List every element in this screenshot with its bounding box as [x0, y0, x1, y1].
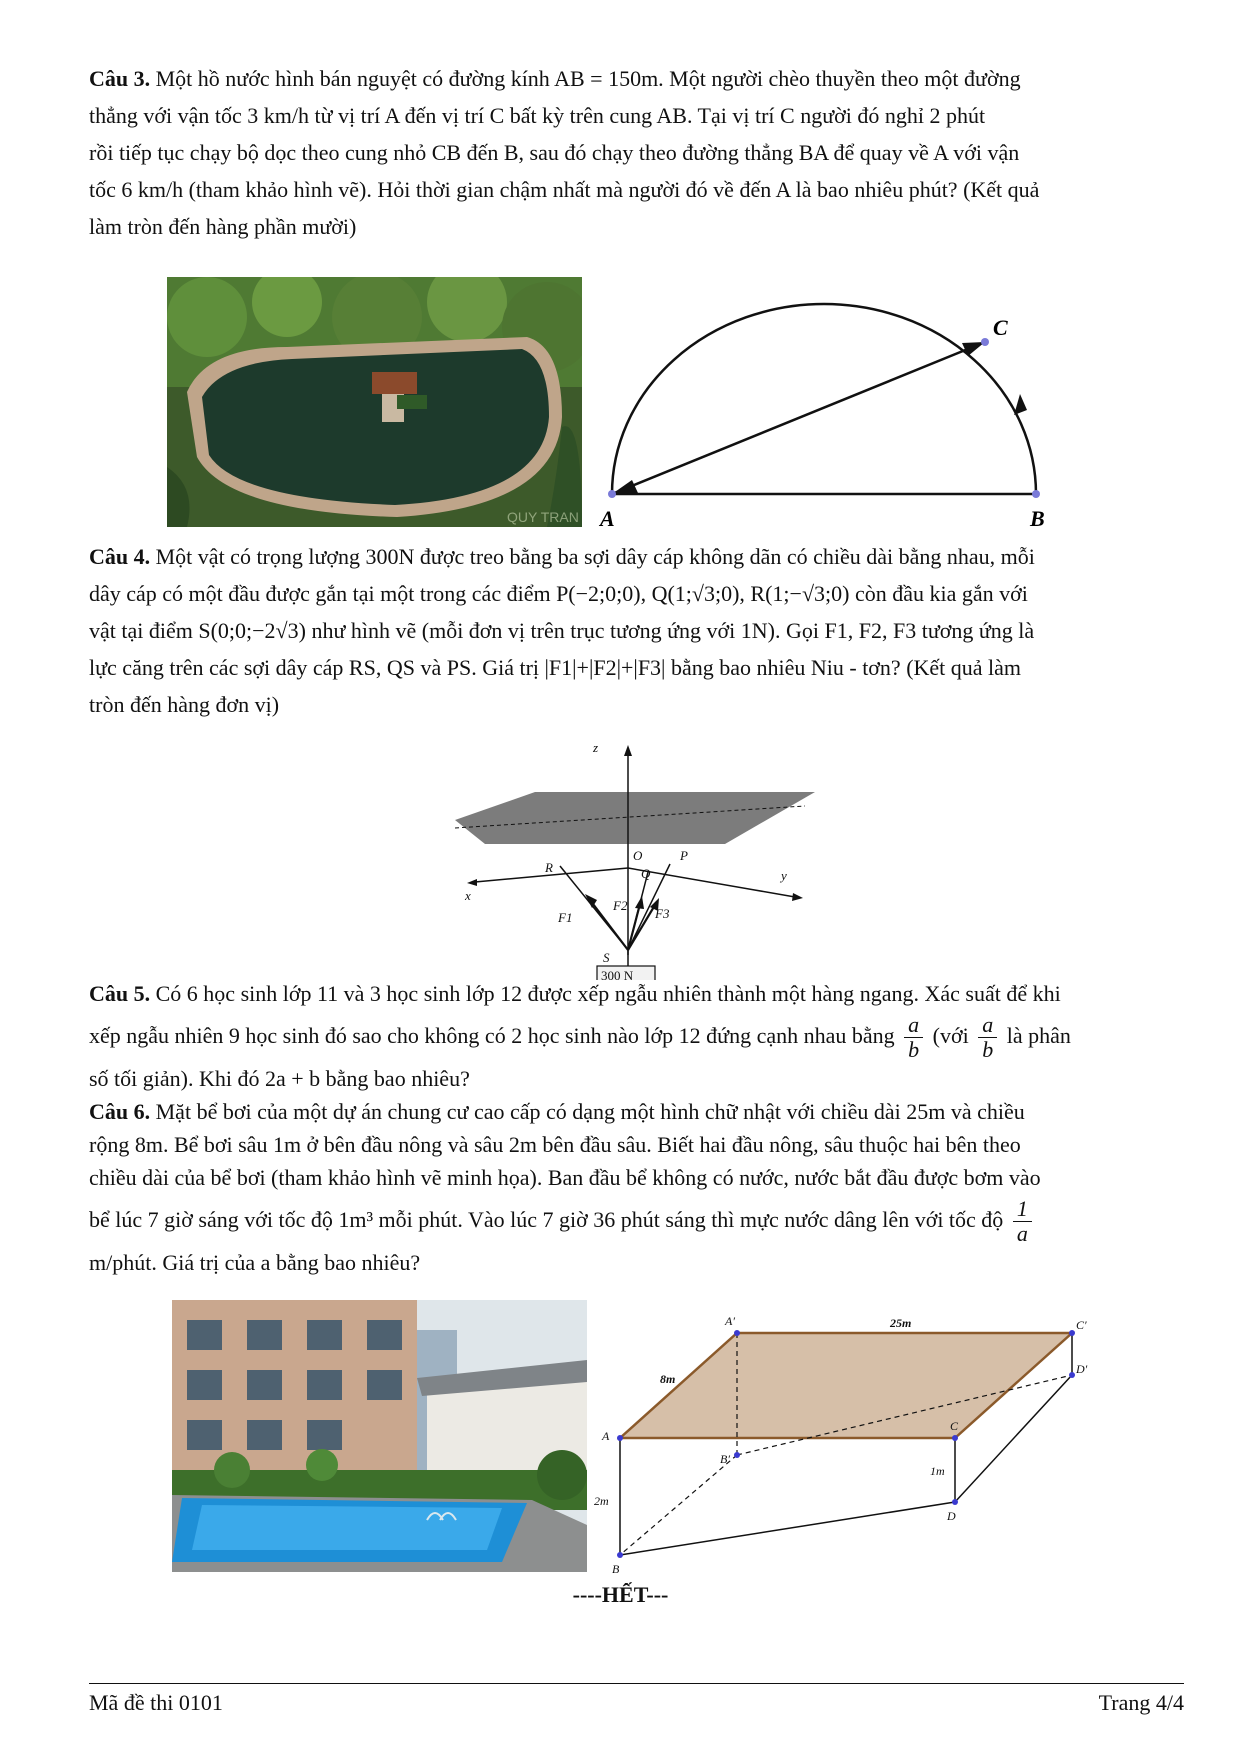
label-f3: F3 — [655, 906, 670, 921]
page-number: Trang 4/4 — [1098, 1690, 1184, 1715]
q6-line1: Câu 6. Mặt bể bơi của một dự án chung cư cao cấp có dạng một hình chữ nhật với chiều dài 25m và chiều — [89, 1099, 1025, 1124]
fraction-1-a: $\frac{1}{a}$ — [1013, 1197, 1032, 1246]
label-q: Q — [641, 866, 651, 881]
force-diagram — [445, 740, 825, 980]
label-b: B — [612, 1562, 620, 1576]
label-r: R — [545, 860, 553, 875]
label-d-prime: D′ — [1076, 1362, 1088, 1376]
label-o: O — [633, 848, 643, 863]
end-marker: ----HẾT--- — [572, 1582, 669, 1607]
pool-diagram — [590, 1305, 1090, 1585]
fraction-a-b-2: $\frac{a}{b}$ — [978, 1013, 997, 1062]
q6-line5: m/phút. Giá trị của a bằng bao nhiêu? — [89, 1250, 421, 1275]
label-a: A — [602, 1429, 610, 1443]
pool-photo — [172, 1300, 587, 1572]
label-f2: F2 — [613, 898, 628, 913]
label-f1: F1 — [558, 910, 573, 925]
q6-line3: chiều dài của bể bơi (tham khảo hình vẽ minh họa). Ban đầu bể không có nước, nước bắt đầu được bơm vào — [89, 1165, 1041, 1190]
y-axis — [628, 868, 795, 897]
watermark: QUY TRAN — [507, 509, 579, 525]
q4-line5: tròn đến hàng đơn vị) — [89, 692, 280, 717]
label-c: C — [993, 315, 1008, 340]
label-depth-2: 2m — [594, 1494, 609, 1508]
q3-line4: tốc 6 km/h (tham khảo hình vẽ). Hỏi thời gian chậm nhất mà người đó về đến A là bao nhiêu phút? (Kết quả — [89, 177, 1040, 202]
label-s: S — [603, 950, 610, 965]
q4-line2: dây cáp có một đầu được gắn tại một trong các điểm P(−2;0;0), Q(1;√3;0), R(1;−√3;0) còn đầu kia gắn với — [89, 581, 1028, 606]
lake-photo — [167, 277, 582, 527]
exam-code: Mã đề thi 0101 — [89, 1690, 223, 1715]
label-width: 8m — [660, 1372, 676, 1386]
q6-line4: bể lúc 7 giờ sáng với tốc độ 1m³ mỗi phút. Vào lúc 7 giờ 36 phút sáng thì mực nước dâng lên với tốc độ $\frac{1}{a}$ — [89, 1194, 1184, 1246]
label-p: P — [680, 848, 688, 863]
q3-line2: thẳng với vận tốc 3 km/h từ vị trí A đến vị trí C bất kỳ trên cung AB. Tại vị trí C người đó nghỉ 2 phút — [89, 103, 986, 128]
label-c: C — [950, 1419, 959, 1433]
question-3 — [89, 60, 1184, 245]
footer-divider — [89, 1683, 1184, 1684]
q5-line2: xếp ngẫu nhiên 9 học sinh đó sao cho không có 2 học sinh nào lớp 12 đứng cạnh nhau bằng $\frac{a}{b}$ (với $\frac{a}{b}$ là phân — [89, 1012, 1071, 1063]
q6-line2: rộng 8m. Bể bơi sâu 1m ở bên đầu nông và sâu 2m bên đầu sâu. Biết hai đầu nông, sâu thuộc hai bên theo — [89, 1132, 1021, 1157]
label-depth-1: 1m — [930, 1464, 945, 1478]
label-d: D — [947, 1509, 956, 1523]
q4-line3: vật tại điểm S(0;0;−2√3) như hình vẽ (mỗi đơn vị trên trục tương ứng với 1N). Gọi F1, F2, F3 tương ứng là — [89, 618, 1035, 643]
q4-line1: Câu 4. Một vật có trọng lượng 300N được treo bằng ba sợi dây cáp không dãn có chiều dài bằng nhau, mỗi — [89, 544, 1035, 569]
q5-line1: Câu 5. Có 6 học sinh lớp 11 và 3 học sinh lớp 12 được xếp ngẫu nhiên thành một hàng ngang. Xác suất để khi — [89, 981, 1061, 1006]
fraction-a-b: $\frac{a}{b}$ — [904, 1013, 923, 1062]
q3-line3: rồi tiếp tục chạy bộ dọc theo cung nhỏ CB đến B, sau đó chạy theo đường thẳng BA để quay về A với vận — [89, 140, 1020, 165]
arc-ab — [612, 304, 1036, 494]
label-x: x — [465, 888, 471, 903]
q3-line5: làm tròn đến hàng phần mười) — [89, 214, 357, 239]
q4-line4: lực căng trên các sợi dây cáp RS, QS và PS. Giá trị |F1|+|F2|+|F3| bằng bao nhiêu Niu - tơn? (Kết quả làm — [89, 655, 1022, 680]
question-6 — [89, 1095, 1184, 1279]
pool-surface — [620, 1333, 1072, 1438]
label-b-prime: B′ — [720, 1452, 730, 1466]
semicircle-figure — [590, 290, 1140, 535]
label-length: 25m — [890, 1316, 912, 1330]
label-z: z — [593, 740, 599, 755]
q5-line3: số tối giản). Khi đó 2a + b bằng bao nhiêu? — [89, 1066, 470, 1091]
plane — [455, 792, 815, 844]
label-a-prime: A′ — [725, 1314, 735, 1328]
q3-line1: Câu 3. Một hồ nước hình bán nguyệt có đường kính AB = 150m. Một người chèo thuyền theo một đường — [89, 66, 1021, 91]
label-c-prime: C′ — [1076, 1318, 1087, 1332]
label-a: A — [600, 506, 615, 531]
label-b: B — [1030, 506, 1045, 531]
question-4 — [89, 538, 1184, 723]
question-5 — [89, 975, 1184, 1097]
weight-label: 300 N — [601, 968, 634, 980]
label-y: y — [781, 868, 787, 883]
